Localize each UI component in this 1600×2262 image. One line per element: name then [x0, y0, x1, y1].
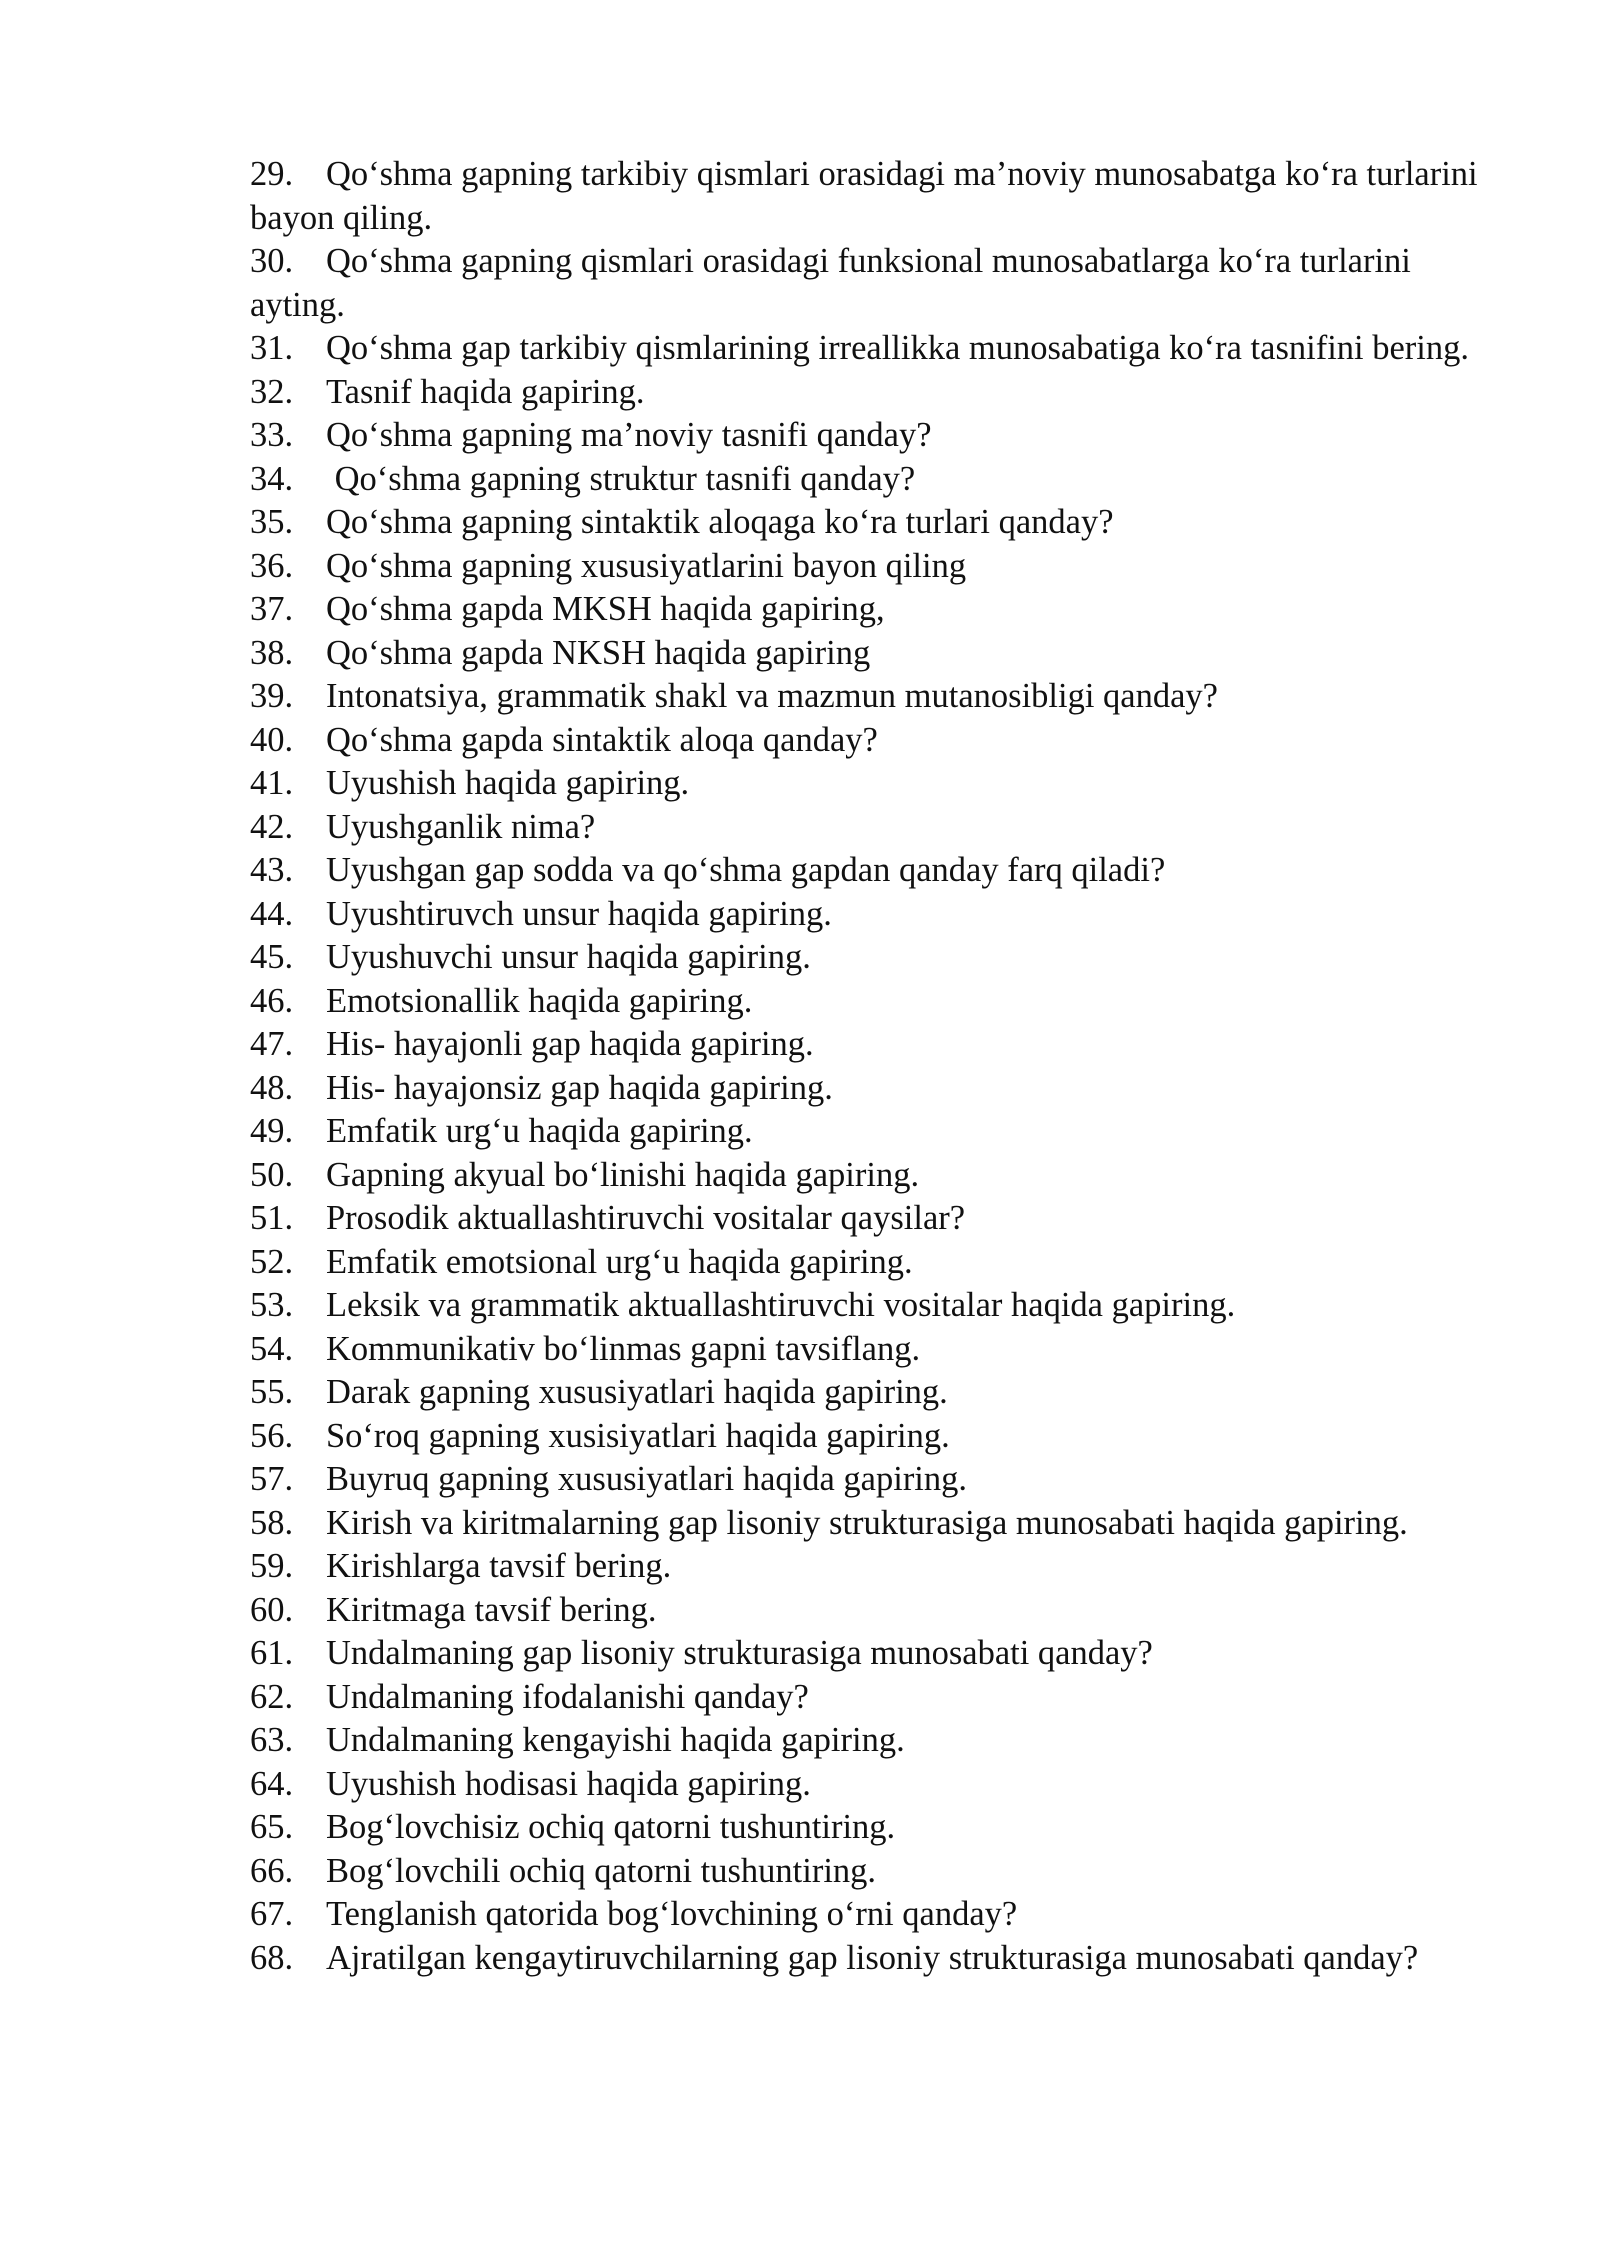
question-text: Qo‘shma gapda MKSH haqida gapiring,	[326, 590, 885, 628]
question-text: Leksik va grammatik aktuallashtiruvchi vositalar haqida gapiring.	[326, 1286, 1236, 1324]
question-item	[250, 1241, 1485, 1285]
question-number: 57.	[250, 1460, 294, 1498]
question-text: Kommunikativ bo‘linmas gapni tavsiflang.	[326, 1329, 921, 1368]
question-text: Qo‘shma gapning xususiyatlarini bayon qiling	[326, 546, 967, 585]
question-number: 30.	[250, 242, 294, 280]
question-item	[250, 1719, 1485, 1763]
question-item	[250, 1502, 1485, 1546]
question-item	[250, 458, 1485, 502]
question-text: Undalmaning ifodalanishi qanday?	[326, 1677, 809, 1716]
question-item	[250, 632, 1485, 676]
question-text: Qo‘shma gapning sintaktik aloqaga ko‘ra turlari qanday?	[326, 503, 1114, 541]
question-number: 63.	[250, 1721, 294, 1759]
question-item	[250, 153, 1485, 240]
question-item	[250, 588, 1485, 632]
question-text: Prosodik aktuallashtiruvchi vositalar qaysilar?	[326, 1199, 966, 1237]
question-item	[250, 1328, 1485, 1372]
question-item	[250, 1197, 1485, 1241]
question-item	[250, 545, 1485, 589]
question-number: 53.	[250, 1286, 294, 1324]
question-item	[250, 501, 1485, 545]
question-number: 32.	[250, 372, 294, 411]
question-item	[250, 719, 1485, 763]
question-number: 52.	[250, 1242, 294, 1281]
question-text: Tasnif haqida gapiring.	[326, 372, 645, 411]
question-item	[250, 1154, 1485, 1198]
question-item	[250, 1371, 1485, 1415]
question-number: 48.	[250, 1068, 294, 1107]
question-number: 40.	[250, 720, 294, 759]
question-text: Undalmaning gap lisoniy strukturasiga munosabati qanday?	[326, 1634, 1153, 1672]
question-number: 47.	[250, 1025, 294, 1063]
question-text: Emotsionallik haqida gapiring.	[326, 981, 753, 1020]
question-number: 60.	[250, 1590, 294, 1629]
question-text: Bog‘lovchili ochiq qatorni tushuntiring.	[326, 1851, 877, 1890]
question-text: Uyushganlik nima?	[326, 807, 596, 846]
question-item	[250, 1806, 1485, 1850]
question-text: Bog‘lovchisiz ochiq qatorni tushuntiring.	[326, 1808, 896, 1846]
question-number: 64.	[250, 1764, 294, 1803]
question-text: Kiritmaga tavsif bering.	[326, 1590, 657, 1629]
question-item	[250, 762, 1485, 806]
question-number: 39.	[250, 677, 294, 715]
question-text: Kirish va kiritmalarning gap lisoniy strukturasiga munosabati haqida gapiring.	[326, 1503, 1408, 1542]
question-item	[250, 1415, 1485, 1459]
question-number: 65.	[250, 1808, 294, 1846]
question-number: 56.	[250, 1416, 294, 1455]
question-text: Uyushgan gap sodda va qo‘shma gapdan qanday farq qiladi?	[326, 851, 1166, 889]
question-item	[250, 675, 1485, 719]
question-text: Qo‘shma gapda sintaktik aloqa qanday?	[326, 720, 878, 759]
question-text: Emfatik urg‘u haqida gapiring.	[326, 1112, 753, 1150]
question-item	[250, 414, 1485, 458]
question-text: Darak gapning xususiyatlari haqida gapiring.	[326, 1373, 948, 1411]
question-item	[250, 327, 1485, 371]
question-number: 44.	[250, 894, 294, 933]
question-number: 62.	[250, 1677, 294, 1716]
question-text: Uyushtiruvch unsur haqida gapiring.	[326, 894, 832, 933]
question-number: 68.	[250, 1938, 294, 1977]
question-item	[250, 936, 1485, 980]
question-number: 55.	[250, 1373, 294, 1411]
question-number: 43.	[250, 851, 294, 889]
question-item	[250, 980, 1485, 1024]
question-number: 51.	[250, 1199, 294, 1237]
question-text: Qo‘shma gapning qismlari orasidagi funksional munosabatlarga ko‘ra turlarini ayting.	[250, 242, 1411, 324]
question-text: Qo‘shma gapning struktur tasnifi qanday?	[326, 459, 916, 498]
question-number: 37.	[250, 590, 294, 628]
question-number: 35.	[250, 503, 294, 541]
question-number: 54.	[250, 1329, 294, 1368]
question-item	[250, 1545, 1485, 1589]
question-item	[250, 1937, 1485, 1981]
question-text: His- hayajonsiz gap haqida gapiring.	[326, 1068, 833, 1107]
question-text: Kirishlarga tavsif bering.	[326, 1547, 672, 1585]
question-number: 41.	[250, 764, 294, 802]
question-item	[250, 1067, 1485, 1111]
question-item	[250, 371, 1485, 415]
question-item	[250, 893, 1485, 937]
question-text: Qo‘shma gap tarkibiy qismlarining irreallikka munosabatiga ko‘ra tasnifini bering.	[326, 329, 1469, 367]
question-item	[250, 240, 1485, 327]
question-number: 67.	[250, 1895, 294, 1933]
question-text: Uyushish haqida gapiring.	[326, 764, 690, 802]
question-text: Qo‘shma gapning tarkibiy qismlari orasidagi ma’noviy munosabatga ko‘ra turlarini bayon qiling.	[250, 155, 1478, 237]
question-number: 61.	[250, 1634, 294, 1672]
question-text: So‘roq gapning xusisiyatlari haqida gapiring.	[326, 1416, 950, 1455]
question-number: 34.	[250, 459, 294, 498]
question-item	[250, 1589, 1485, 1633]
question-number: 58.	[250, 1503, 294, 1542]
question-item	[250, 1893, 1485, 1937]
question-text: Intonatsiya, grammatik shakl va mazmun mutanosibligi qanday?	[326, 677, 1218, 715]
question-number: 66.	[250, 1851, 294, 1890]
question-text: Buyruq gapning xususiyatlari haqida gapiring.	[326, 1460, 968, 1498]
question-text: Qo‘shma gapning ma’noviy tasnifi qanday?	[326, 416, 932, 454]
question-text: His- hayajonli gap haqida gapiring.	[326, 1025, 814, 1063]
question-text: Uyushuvchi unsur haqida gapiring.	[326, 938, 811, 976]
question-item	[250, 1458, 1485, 1502]
question-text: Gapning akyual bo‘linishi haqida gapiring.	[326, 1155, 920, 1194]
question-number: 42.	[250, 807, 294, 846]
question-text: Tenglanish qatorida bog‘lovchining o‘rni qanday?	[326, 1895, 1018, 1933]
question-number: 36.	[250, 546, 294, 585]
question-number: 50.	[250, 1155, 294, 1194]
question-item	[250, 806, 1485, 850]
question-number: 31.	[250, 329, 294, 367]
question-text: Ajratilgan kengaytiruvchilarning gap lisoniy strukturasiga munosabati qanday?	[326, 1938, 1419, 1977]
question-text: Uyushish hodisasi haqida gapiring.	[326, 1764, 811, 1803]
question-number: 46.	[250, 981, 294, 1020]
question-item	[250, 1850, 1485, 1894]
question-item	[250, 1110, 1485, 1154]
question-item	[250, 1763, 1485, 1807]
question-number: 49.	[250, 1112, 294, 1150]
question-number: 29.	[250, 155, 294, 193]
question-list	[250, 153, 1485, 1980]
question-number: 59.	[250, 1547, 294, 1585]
question-text: Qo‘shma gapda NKSH haqida gapiring	[326, 633, 871, 672]
question-number: 38.	[250, 633, 294, 672]
question-number: 45.	[250, 938, 294, 976]
question-item	[250, 1023, 1485, 1067]
question-number: 33.	[250, 416, 294, 454]
question-text: Undalmaning kengayishi haqida gapiring.	[326, 1721, 905, 1759]
question-item	[250, 1632, 1485, 1676]
question-text: Emfatik emotsional urg‘u haqida gapiring.	[326, 1242, 913, 1281]
question-item	[250, 849, 1485, 893]
question-item	[250, 1676, 1485, 1720]
question-item	[250, 1284, 1485, 1328]
